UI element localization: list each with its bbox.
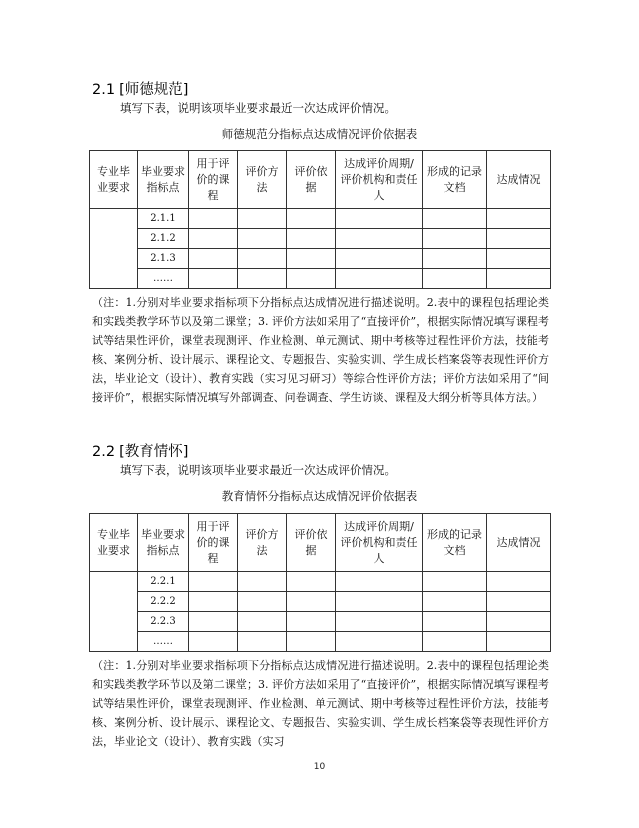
header-cell: 达成评价周期/评价机构和责任人 — [336, 514, 423, 572]
table-row — [90, 209, 551, 229]
table-row — [90, 269, 551, 289]
indicator-cell: 2.1.1 — [138, 209, 189, 229]
header-cell: 评价方法 — [238, 514, 287, 572]
indicator-cell: 2.1.2 — [138, 229, 189, 249]
header-cell: 专业毕业要求 — [90, 514, 138, 572]
header-cell: 形成的记录文档 — [423, 514, 487, 572]
indicator-cell: …… — [138, 269, 189, 289]
section-intro: 填写下表，说明该项毕业要求最近一次达成评价情况。 — [120, 101, 396, 115]
section-number: 2.2 — [92, 444, 116, 460]
table-note: （注：1.分别对毕业要求指标项下分指标点达成情况进行描述说明。2.表中的课程包括理论类和实践类教学环节以及第二课堂；3. 评价方法如采用了“直接评价”，根据实际情况填写课程考试等结果性评价，课堂表现测评、作业检测、单元测试、期中考核等过程性评价方法，技能考核、案例分析、设计展示、课程论文、专题报告、实验实训、学生成长档案袋等表现性评价方法，毕业论文（设计）、教育实践（实习 — [92, 659, 549, 748]
table-row — [90, 612, 551, 632]
merged-cell[interactable] — [90, 572, 138, 652]
header-cell: 毕业要求指标点 — [138, 514, 189, 572]
header-cell: 评价依据 — [287, 514, 336, 572]
merged-cell[interactable] — [90, 209, 138, 289]
table-caption: 教育情怀分指标点达成情况评价依据表 — [221, 489, 418, 503]
table-row — [90, 229, 551, 249]
page-number: 10 — [313, 762, 326, 772]
table-row — [90, 249, 551, 269]
indicator-cell: …… — [138, 632, 189, 652]
indicator-cell: 2.2.2 — [138, 592, 189, 612]
header-cell: 形成的记录文档 — [423, 151, 487, 209]
section-heading — [92, 78, 188, 99]
evaluation-table — [89, 150, 551, 289]
table-header-row — [90, 514, 551, 572]
header-cell: 用于评价的课程 — [189, 514, 238, 572]
header-cell: 用于评价的课程 — [189, 151, 238, 209]
section-number: 2.1 — [92, 82, 116, 98]
table-caption: 师德规范分指标点达成情况评价依据表 — [221, 127, 418, 141]
header-cell: 毕业要求指标点 — [138, 151, 189, 209]
table-row — [90, 592, 551, 612]
header-cell: 专业毕业要求 — [90, 151, 138, 209]
indicator-cell: 2.1.3 — [138, 249, 189, 269]
header-cell: 达成评价周期/评价机构和责任人 — [336, 151, 423, 209]
table-row — [90, 572, 551, 592]
table-note: （注：1.分别对毕业要求指标项下分指标点达成情况进行描述说明。2.表中的课程包括理论类和实践类教学环节以及第二课堂；3. 评价方法如采用了“直接评价”，根据实际情况填写课程考试等结果性评价，课堂表现测评、作业检测、单元测试、期中考核等过程性评价方法，技能考核、案例分析、设计展示、课程论文、专题报告、实验实训、学生成长档案袋等表现性评价方法，毕业论文（设计）、教育实践（实习见习研习）等综合性评价方法；评价方法如采用了“间接评价”，根据实际情况填写外部调查、问卷调查、学生访谈、课程及大纲分析等具体方法。） — [92, 296, 549, 404]
header-cell: 评价依据 — [287, 151, 336, 209]
header-cell: 达成情况 — [487, 151, 551, 209]
indicator-cell: 2.2.1 — [138, 572, 189, 592]
section-intro: 填写下表，说明该项毕业要求最近一次达成评价情况。 — [120, 463, 396, 477]
header-cell: 达成情况 — [487, 514, 551, 572]
evaluation-table — [89, 513, 551, 652]
header-cell: 评价方法 — [238, 151, 287, 209]
section-heading — [92, 440, 188, 461]
indicator-cell: 2.2.3 — [138, 612, 189, 632]
table-row — [90, 632, 551, 652]
section-title: [教育情怀] — [119, 444, 189, 460]
section-title: [师德规范] — [119, 82, 189, 98]
table-header-row — [90, 151, 551, 209]
